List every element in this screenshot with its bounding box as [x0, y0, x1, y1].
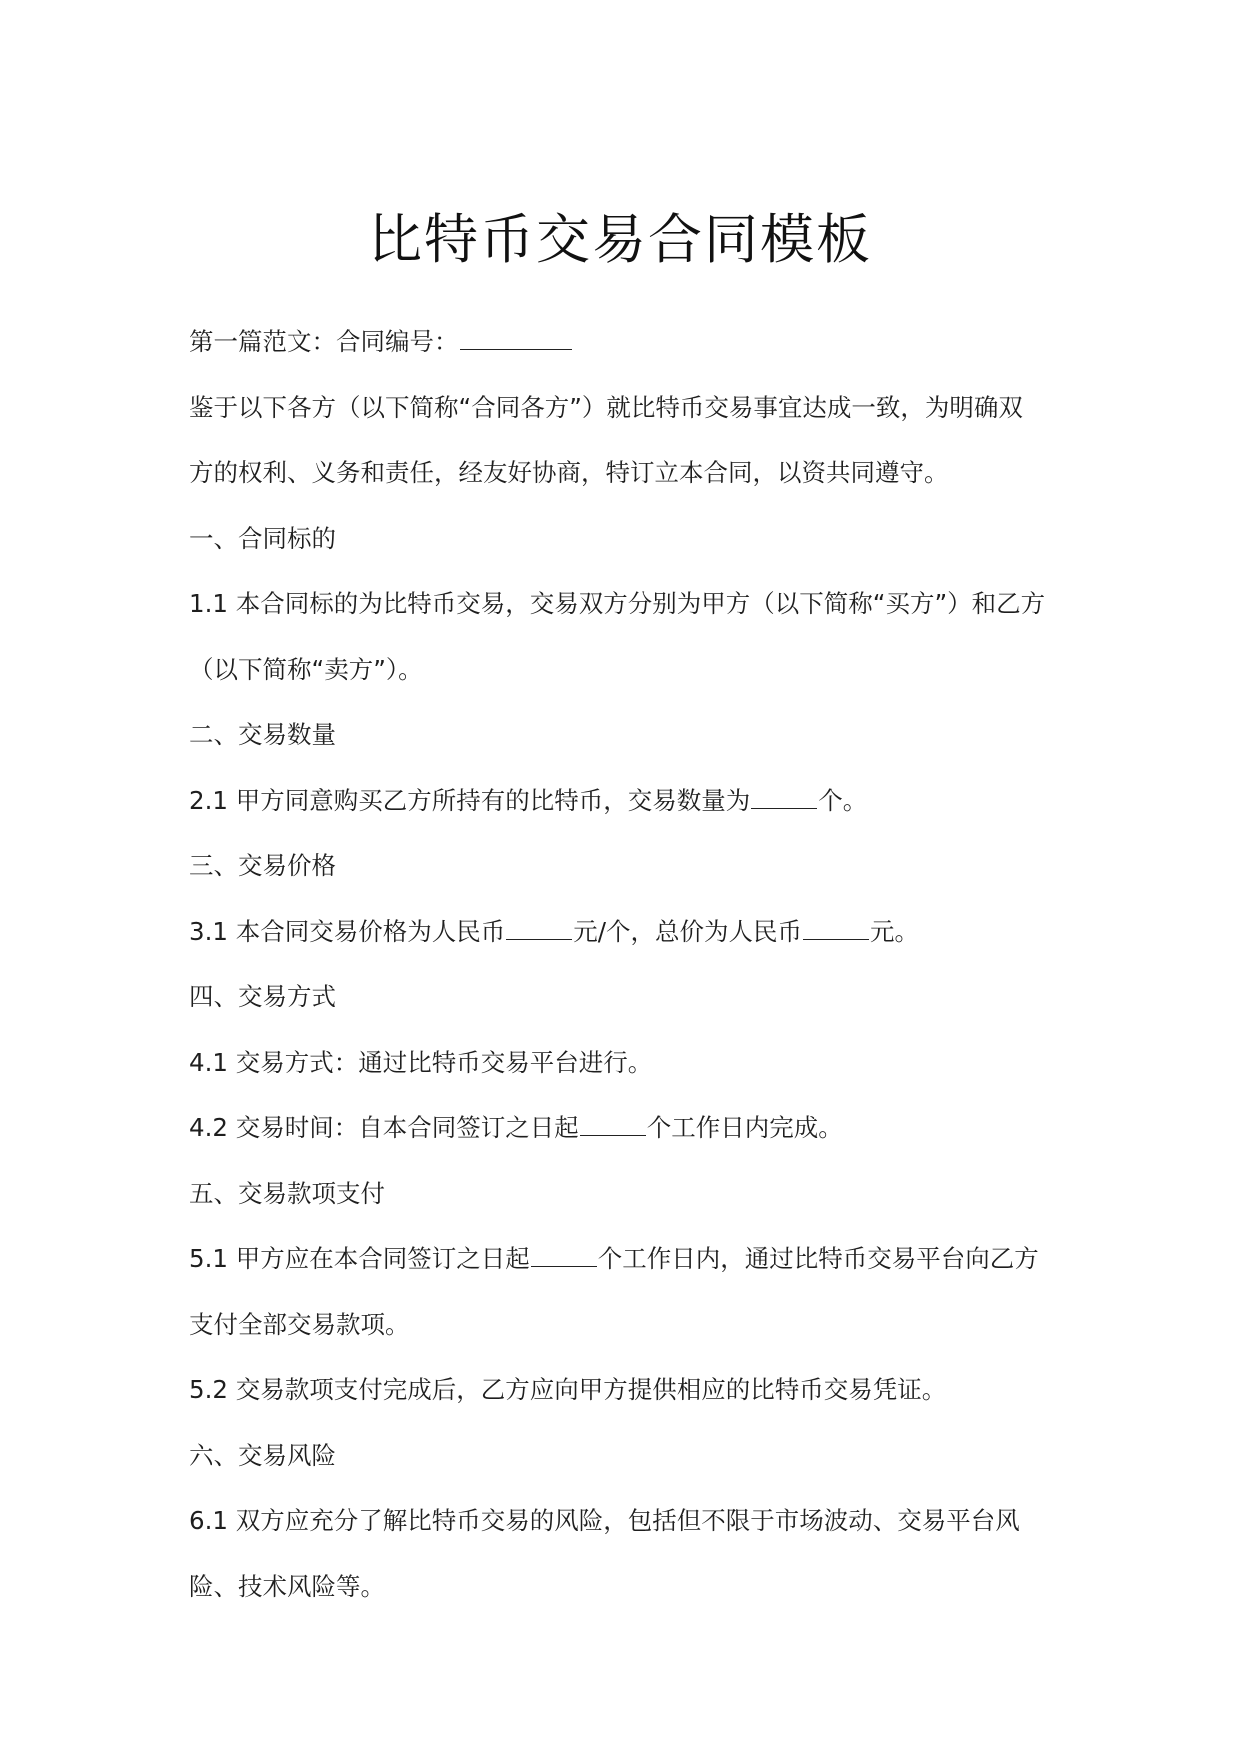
clause-5-1-line-2 — [189, 1305, 1069, 1371]
clause-5-2 — [189, 1370, 1069, 1436]
line-text: 险、技术风险等。 — [189, 1571, 385, 1601]
line-text: 2.1 甲方同意购买乙方所持有的比特币，交易数量为 — [189, 785, 751, 815]
section-heading-1 — [189, 519, 1069, 585]
section-heading-4 — [189, 977, 1069, 1043]
heading-text: 一、合同标的 — [189, 523, 336, 553]
line-text: 1.1 本合同标的为比特币交易，交易双方分别为甲方（以下简称“买方”）和乙方 — [189, 589, 1046, 618]
line-text: 个。 — [818, 785, 868, 815]
clause-4-1 — [189, 1043, 1069, 1109]
line-text: 方的权利、义务和责任，经友好协商，特订立本合同，以资共同遵守。 — [189, 458, 949, 487]
heading-text: 三、交易价格 — [189, 851, 336, 880]
line-text: 个工作日内，通过比特币交易平台向乙方 — [597, 1244, 1039, 1273]
line-text: 支付全部交易款项。 — [189, 1309, 410, 1339]
line-text: 元/个，总价为人民币 — [573, 916, 803, 946]
heading-text: 五、交易款项支付 — [189, 1178, 385, 1208]
clause-4-2 — [189, 1108, 1069, 1174]
preamble-line-2 — [189, 453, 1069, 519]
document-body — [189, 322, 1069, 1632]
heading-text: 六、交易风险 — [189, 1440, 336, 1470]
payment-days-blank — [531, 1240, 597, 1267]
contract-number-blank — [460, 323, 572, 350]
section-heading-5 — [189, 1174, 1069, 1240]
line-text: 6.1 双方应充分了解比特币交易的风险，包括但不限于市场波动、交易平台风 — [189, 1506, 1020, 1535]
section-heading-3 — [189, 846, 1069, 912]
clause-3-1 — [189, 912, 1069, 978]
line-text: 个工作日内完成。 — [646, 1113, 843, 1142]
clause-1-1-line-2 — [189, 650, 1069, 716]
clause-6-1-line-2 — [189, 1567, 1069, 1633]
line-text: 第一篇范文：合同编号： — [189, 327, 459, 356]
line-text: 鉴于以下各方（以下简称“合同各方”）就比特币交易事宜达成一致，为明确双 — [189, 392, 1023, 422]
total-price-blank — [803, 913, 869, 940]
trade-days-blank — [580, 1109, 646, 1136]
section-heading-2 — [189, 715, 1069, 781]
line-text: 4.2 交易时间：自本合同签订之日起 — [189, 1113, 579, 1142]
line-text: 5.1 甲方应在本合同签订之日起 — [189, 1244, 530, 1273]
clause-2-1 — [189, 781, 1069, 847]
clause-1-1-line-1 — [189, 584, 1069, 650]
clause-5-1-line-1 — [189, 1239, 1069, 1305]
line-text: 4.1 交易方式：通过比特币交易平台进行。 — [189, 1047, 653, 1077]
heading-text: 四、交易方式 — [189, 982, 336, 1011]
line-text: （以下简称“卖方”）。 — [189, 654, 423, 684]
preamble-line-1 — [189, 388, 1069, 454]
heading-text: 二、交易数量 — [189, 720, 336, 749]
line-text: 3.1 本合同交易价格为人民币 — [189, 916, 506, 946]
document-title: 比特币交易合同模板 — [368, 208, 872, 271]
clause-6-1-line-1 — [189, 1501, 1069, 1567]
section-heading-6 — [189, 1436, 1069, 1502]
unit-price-blank — [506, 913, 572, 940]
line-text: 5.2 交易款项支付完成后，乙方应向甲方提供相应的比特币交易凭证。 — [189, 1375, 947, 1404]
contract-number-line — [189, 322, 1069, 388]
line-text: 元。 — [870, 916, 920, 946]
quantity-blank — [751, 782, 817, 809]
